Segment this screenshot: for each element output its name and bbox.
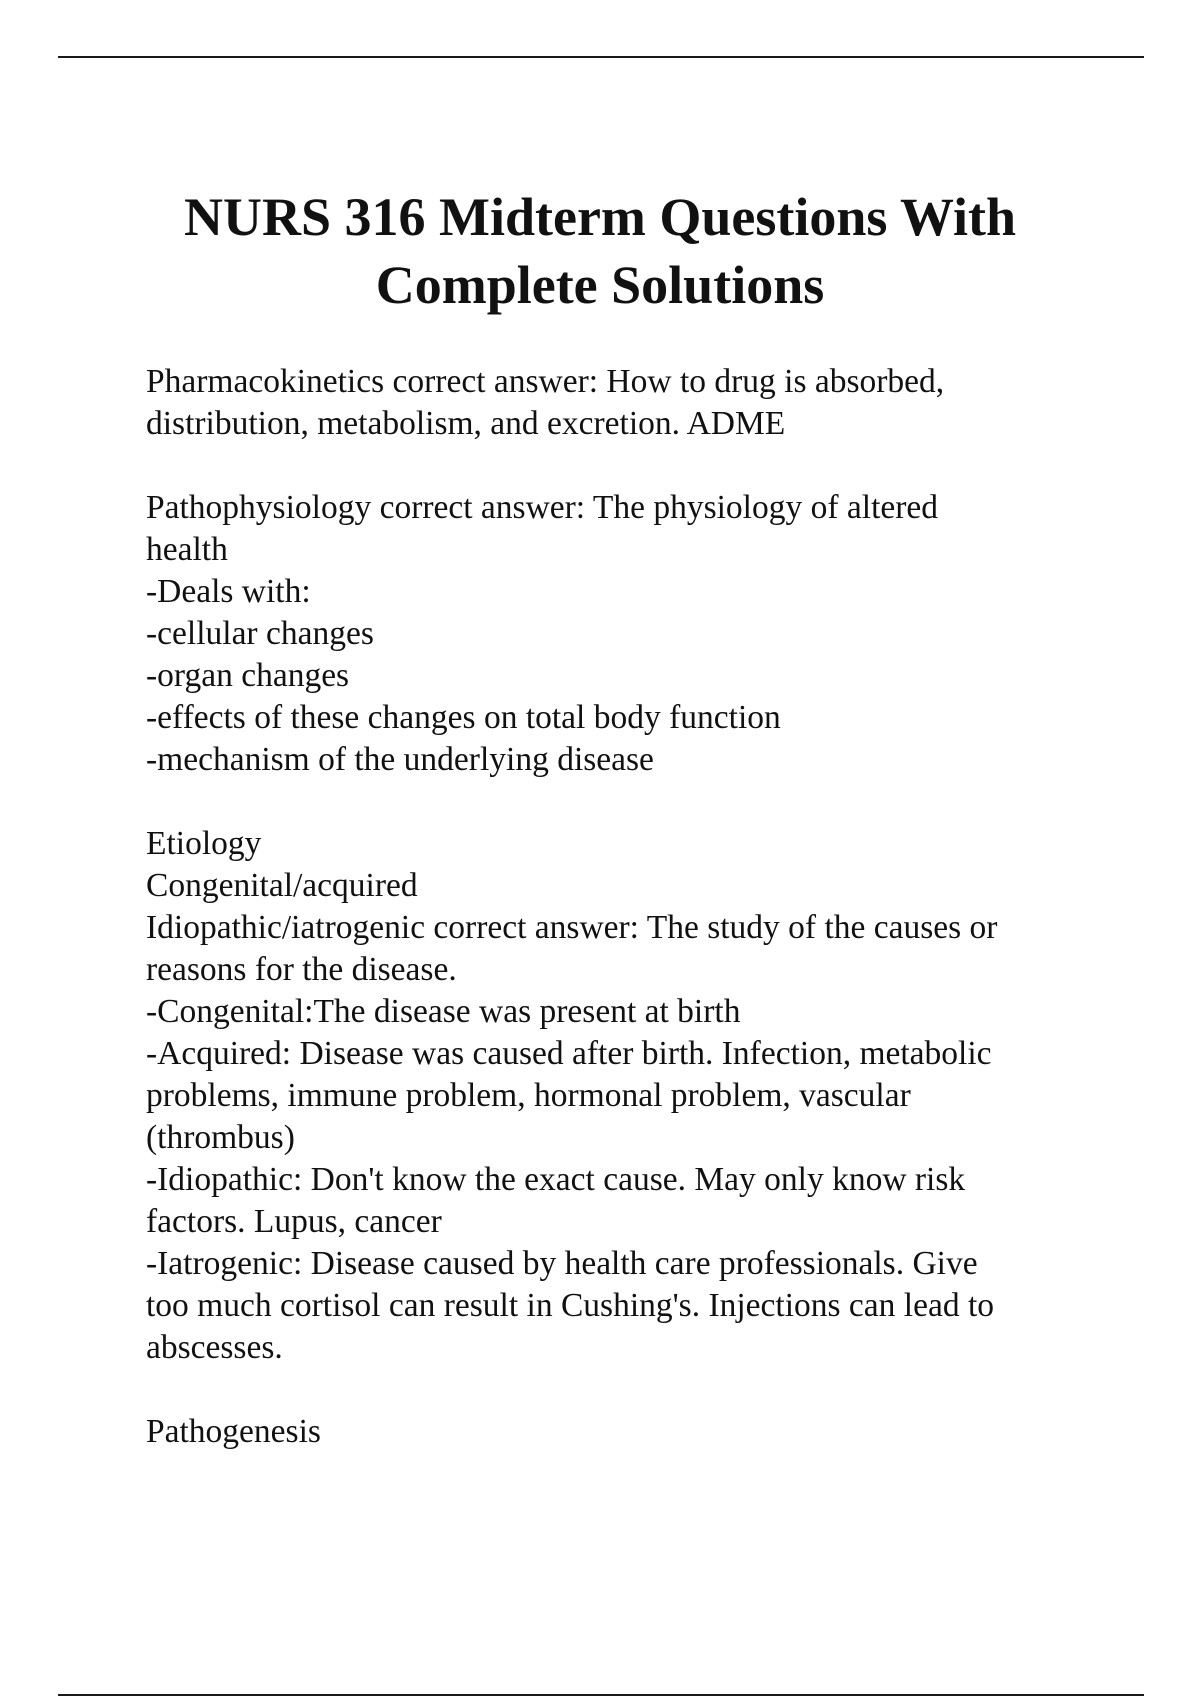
- entry-pathophysiology: [146, 487, 1146, 781]
- text-line: health: [146, 531, 228, 568]
- page-title: [120, 183, 1080, 319]
- header-rule: [58, 56, 1144, 58]
- text-line: Idiopathic/iatrogenic correct answer: The study of the causes or: [146, 909, 998, 946]
- text-line: distribution, metabolism, and excretion. ADME: [146, 405, 786, 442]
- text-line: -organ changes: [146, 657, 350, 694]
- text-line: reasons for the disease.: [146, 951, 457, 988]
- entry-etiology: [146, 823, 1146, 1369]
- text-line: factors. Lupus, cancer: [146, 1203, 442, 1240]
- document-body: [146, 361, 1146, 1495]
- text-line: Pharmacokinetics correct answer: How to drug is absorbed,: [146, 363, 945, 400]
- text-line: -cellular changes: [146, 615, 374, 652]
- text-line: Etiology: [146, 825, 262, 862]
- entry-pathogenesis: [146, 1411, 1146, 1453]
- text-line: -mechanism of the underlying disease: [146, 741, 654, 778]
- entry-pharmacokinetics: [146, 361, 1146, 445]
- text-line: -Idiopathic: Don't know the exact cause. May only know risk: [146, 1161, 966, 1198]
- text-line: Congenital/acquired: [146, 867, 418, 904]
- text-line: too much cortisol can result in Cushing's. Injections can lead to: [146, 1287, 995, 1324]
- text-line: -Iatrogenic: Disease caused by health care professionals. Give: [146, 1245, 978, 1282]
- text-line: -Deals with:: [146, 573, 311, 610]
- text-line: abscesses.: [146, 1329, 283, 1366]
- text-line: Pathophysiology correct answer: The physiology of altered: [146, 489, 939, 526]
- title-line: NURS 316 Midterm Questions With: [183, 187, 1017, 247]
- text-line: -Acquired: Disease was caused after birth. Infection, metabolic: [146, 1035, 992, 1072]
- text-line: -Congenital:The disease was present at birth: [146, 993, 741, 1030]
- text-line: Pathogenesis: [146, 1413, 321, 1450]
- text-line: (thrombus): [146, 1119, 295, 1156]
- footer-rule: [58, 1694, 1144, 1696]
- text-line: -effects of these changes on total body function: [146, 699, 781, 736]
- text-line: problems, immune problem, hormonal problem, vascular: [146, 1077, 911, 1114]
- title-line: Complete Solutions: [375, 255, 825, 315]
